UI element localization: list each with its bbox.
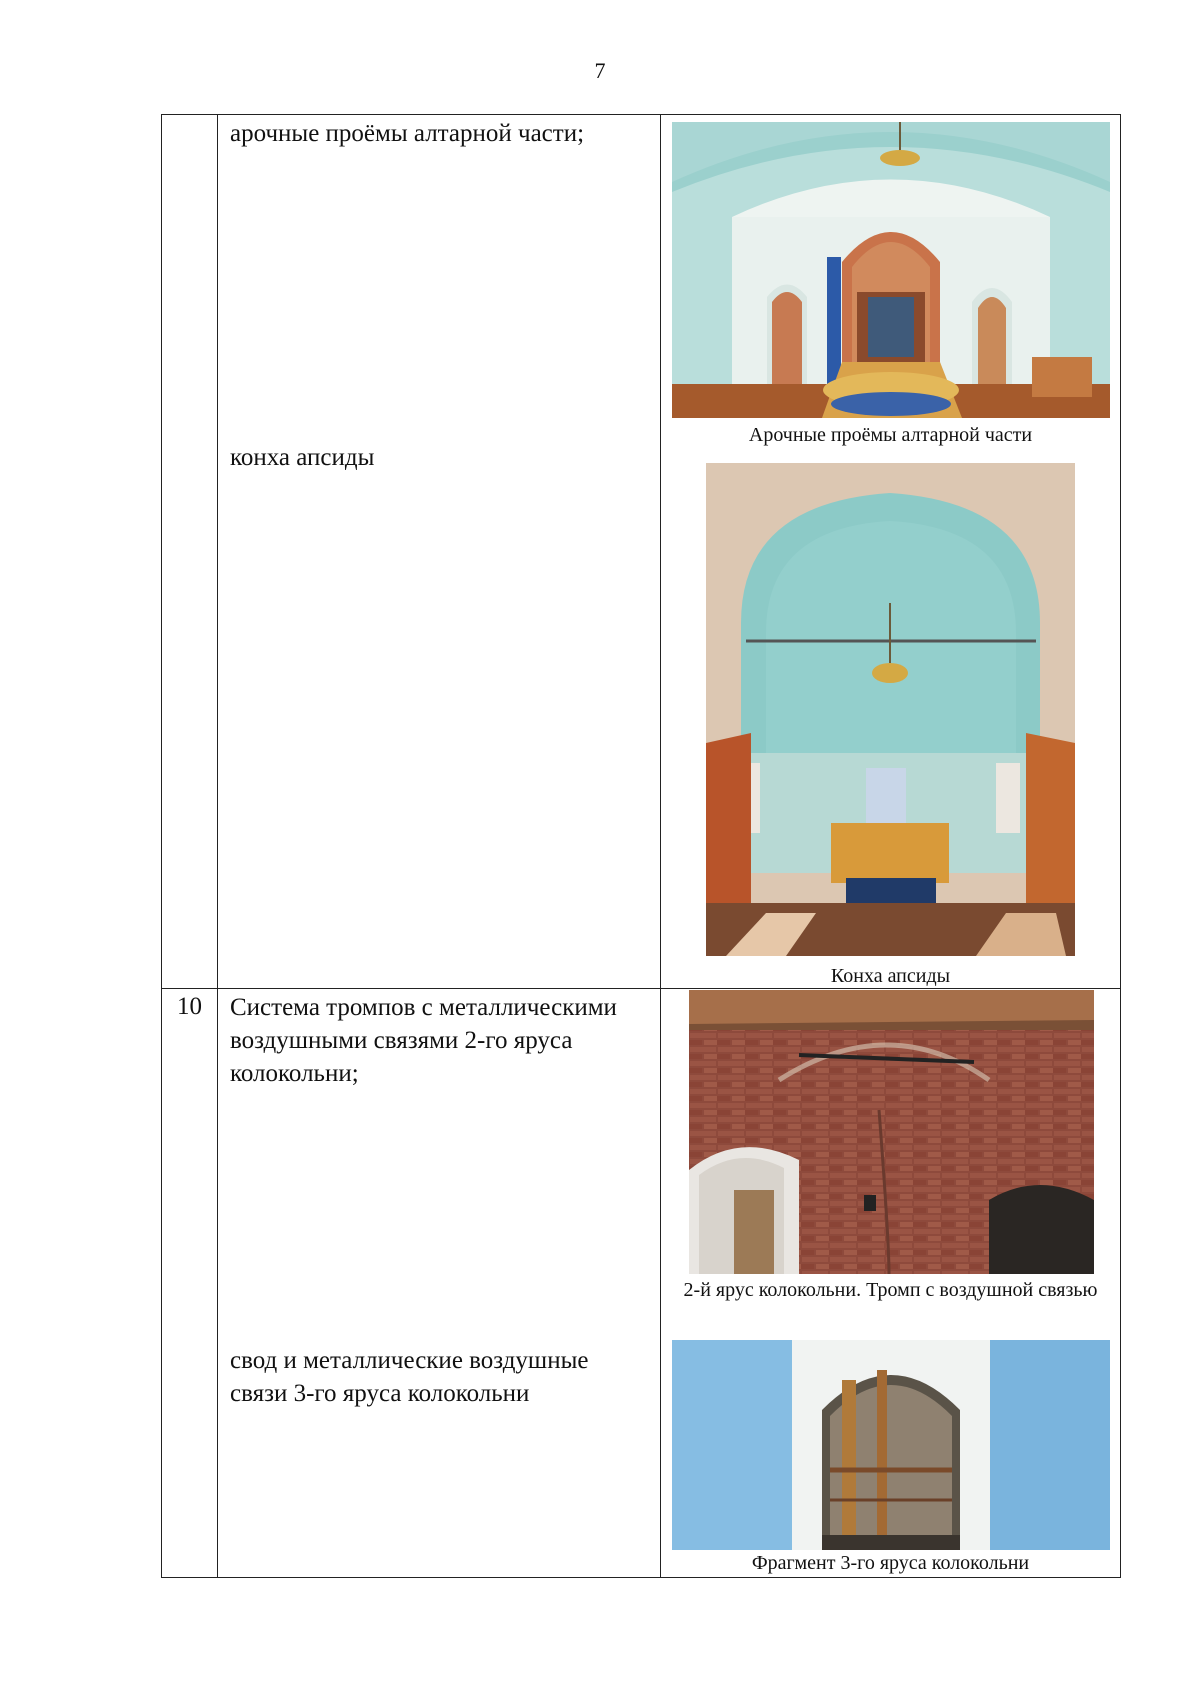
apse-conch-photo	[706, 463, 1075, 956]
photo-caption: Конха апсиды	[830, 965, 951, 987]
row-number-cell	[162, 115, 218, 989]
row-number	[162, 115, 217, 119]
brick-tromp-photo	[689, 990, 1094, 1274]
altar-arches-photo	[672, 122, 1110, 418]
description-cell	[218, 989, 661, 1578]
table-row	[162, 115, 1121, 989]
photo-cell	[661, 115, 1121, 989]
bell-tower-arch-photo	[672, 1340, 1110, 1550]
row-number-cell	[162, 989, 218, 1578]
photo-caption: Фрагмент 3-го яруса колокольни	[751, 1552, 1030, 1574]
description-text: арочные проёмы алтарной части;	[230, 120, 585, 147]
description-text: конха апсиды	[230, 444, 375, 471]
photo-cell	[661, 989, 1121, 1578]
description-text: свод и металлические воздушные связи 3-го яруса колокольни	[230, 1347, 589, 1407]
document-table	[161, 114, 1121, 1578]
photo-caption: 2-й ярус колокольни. Тромп с воздушной связью	[683, 1279, 1098, 1301]
table-row	[162, 989, 1121, 1578]
row-number: 10	[177, 993, 202, 1020]
description-cell	[218, 115, 661, 989]
photo-caption: Арочные проёмы алтарной части	[748, 424, 1033, 446]
description-text: Система тромпов с металлическими воздушными связями 2-го яруса колокольни;	[230, 994, 617, 1087]
page-number: 7	[594, 58, 606, 83]
